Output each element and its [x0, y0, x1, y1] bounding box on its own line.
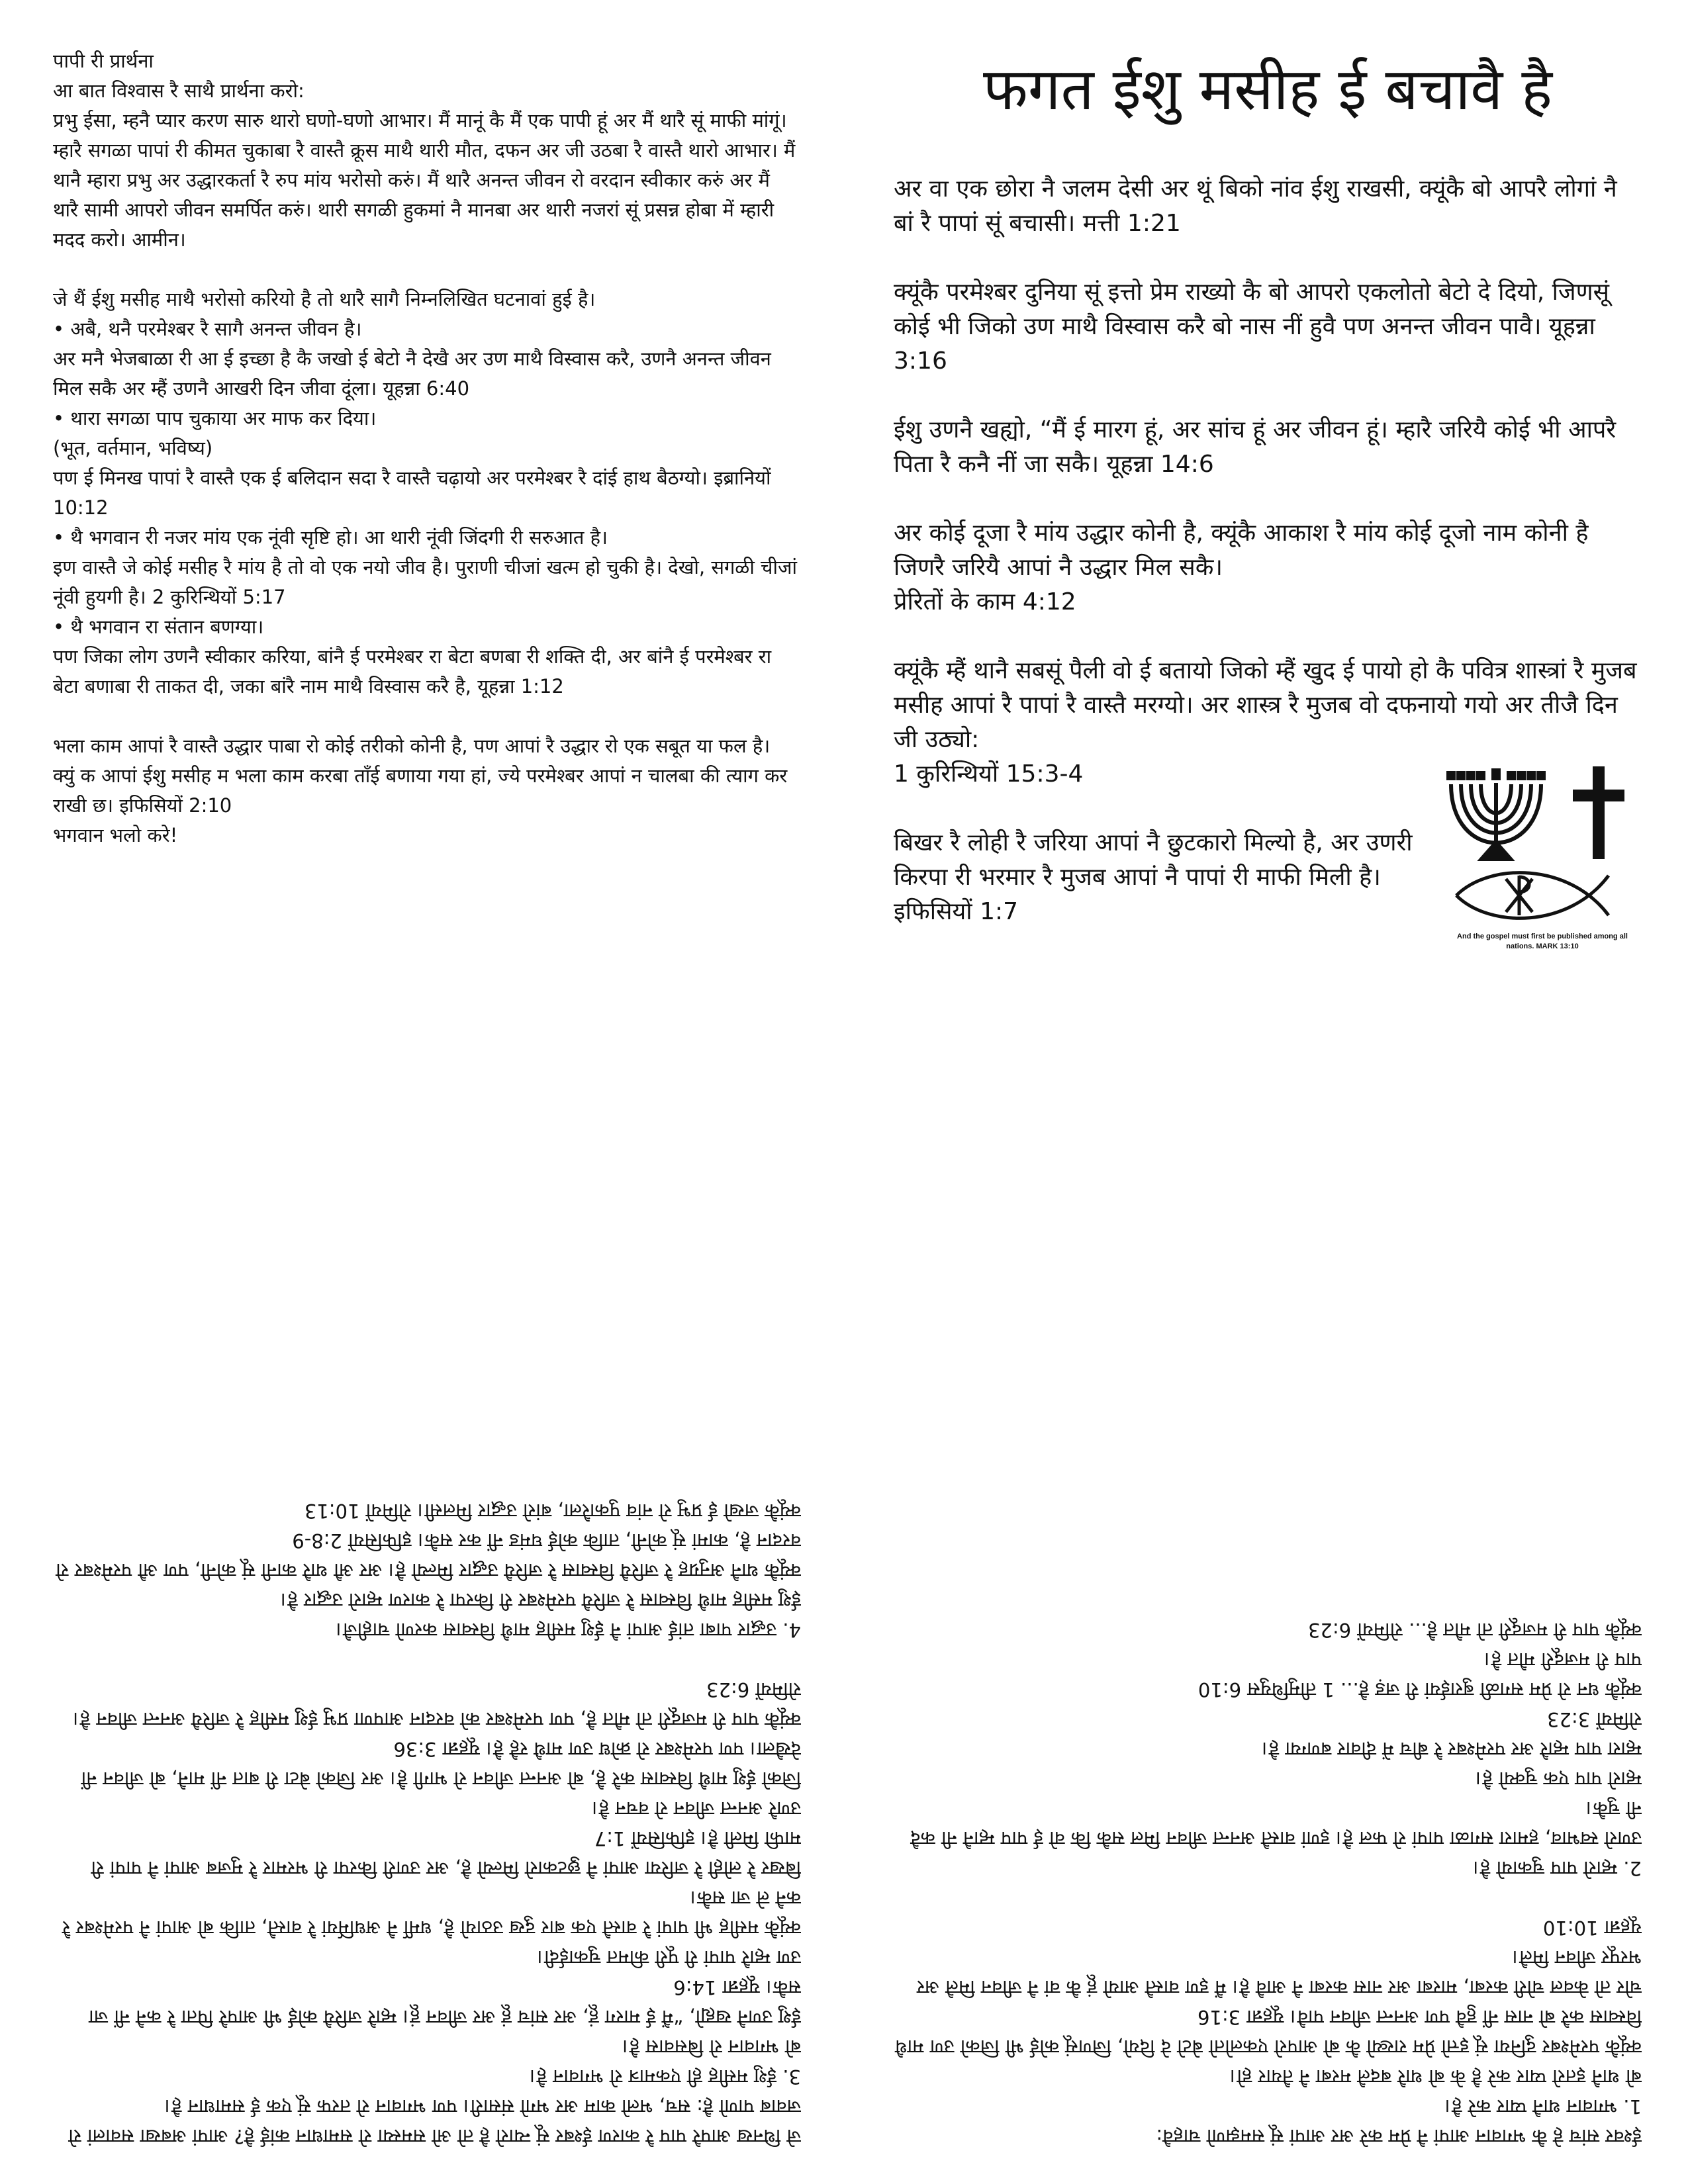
- scripture-verse: क्यूंकै परमेश्बर दुनिया सूं इत्तो प्रेम राख्यो कै बो आपरो एकलोतो बेटो दे दियो, जिणसूं कोई भी जिको उण माथै विस्वास करै बो नास नीं हुवै पण अनन्त जीवन पावै। यूहन्ना 3:16: [894, 279, 1610, 375]
- prayer-line: पण ई मिनख पापां रै वास्तै एक ई बलिदान सदा रै वास्तै चढ़ायो अर परमेश्बर रै दांई हाथ बैठग्यो। इब्रानियों 10:12: [53, 467, 771, 519]
- menorah-icon: [1446, 768, 1546, 859]
- inverted-left-text: [53, 1496, 801, 2151]
- inverted-right-line: क्यूंकै धन रो प्रेम सगळी बुराईयां री जड़ है... 1 तीमुथियुस 6:10: [1197, 1678, 1642, 1701]
- prayer-line: • थै भगवान रा संतान बणग्या।: [53, 615, 264, 638]
- inverted-left-line: जिको ईशु माथै विस्वास करै है, बो अनन्त जीवन रो भागी है। अर जिको बेटा री बात नीं मानै, बो जीवन नीं देखैला। पण परमेश्बर रो क्रोध उण माथै रहै है। यूहन्ना 3:36: [81, 1738, 801, 1790]
- verse-list: [894, 172, 1642, 792]
- inverted-right-line: यूहन्ना 10:10: [1542, 1917, 1642, 1939]
- scripture-verse: क्यूंकै म्हैं थानै सबसूं पैली वो ई बतायो जिको म्हैं खुद ई पायो हो कै पवित्र शास्त्रां रै मुजब मसीह आपां रै पापां रै वास्तै मरग्यो। अर शास्त्र रै मुजब वो दफनायो गयो अर तीजै दिन जी उठ्यो: 1 कुरिन्थियों 15:3-4: [894, 657, 1637, 788]
- inverted-right-line: म्हारा पाप म्हारै अर परमेश्बर रै बीच में दीवार बणग्या है।: [1261, 1738, 1642, 1760]
- ichthys-icon: [1456, 873, 1609, 919]
- prayer-panel: [53, 46, 801, 1079]
- paragraph-gap: [53, 255, 801, 285]
- prayer-line: प्रभु ईसा, म्हनै प्यार करण सारु थारो घणो-घणो आभार। मैं मानूं कै मैं एक पापी हूं अर मैं थारै सूं माफी मांगूं। म्हारै सगळा पापां री कीमत चुकाबा रै वास्तै क्रूस माथै थारी मौत, दफन अर जी उठबा रै वास्तै थारो आभार। मैं थानै म्हारा प्रभु अर उद्धारकर्ता रै रुप मांय भरोसो करुं। मैं थारै अनन्त जीवन रो वरदान स्वीकार करुं अर मैं थारै सामी आपरो जीवन समर्पित करुं। थारी सगळी हुकमां नै मानबा अर थारी नजरां सूं प्रसन्न होबा में म्हारी मदद करो। आमीन।: [53, 109, 796, 251]
- symbols-caption: And the gospel must first be published among all nations. MARK 13:10: [1457, 933, 1628, 950]
- inverted-left-line: उण म्हारै पापां री पूरी कीमत चुकाईदी।: [537, 1946, 801, 1969]
- prayer-line: क्युं क आपां ईशु मसीह म भला काम करबा ताँई बणाया गया हां, ज्ये परमेश्बर आपां न चालबा की त्याग कर राखी छ। इफिसियों 2:10: [53, 764, 788, 817]
- inverted-right-line: रोमियों 3:23: [1547, 1708, 1642, 1731]
- inverted-right-line: ईश्वर सांच हे कै भगवान आपां नै प्रेम करे अर आपां सूं समझणो चाहवै:: [1156, 2125, 1642, 2148]
- prayer-line: • थारा सगळा पाप चुकाया अर माफ कर दिया।: [53, 407, 377, 430]
- inverted-left-panel: [53, 1118, 801, 2151]
- inverted-right-line: बो थानै इतरो प्यार करे है के बो थारै बदलै मरबा नै तैयार हो।: [1229, 2066, 1642, 2088]
- scripture-verse: अर वा एक छोरा नै जलम देसी अर थूं बिको नांव ईशु राखसी, क्यूंकै बो आपरै लोगां नै बां रै पापां सूं बचासी। मत्ती 1:21: [894, 175, 1617, 237]
- paragraph-gap: [894, 1883, 1642, 1913]
- cross-icon: [1573, 766, 1624, 859]
- inverted-right-line: चोर तो केवल चोरी करबा, मारबा अर नास करबा नै आवै है। मैं इण वास्तै आयो हूं कै वां नै जीवन मिलै अर भरपूर जीवन मिलै।: [916, 1946, 1642, 1999]
- inverted-right-line: म्हारो पाप एक चुक्यो है।: [1475, 1768, 1642, 1790]
- last-verse-block: [894, 826, 1642, 950]
- prayer-line: • थै भगवान री नजर मांय एक नूंवी सृष्टि हो। आ थारी नूंवी जिंदगी री सरुआत है।: [53, 526, 608, 549]
- inverted-right-line: पाप री मजदूरी मौत है।: [1483, 1649, 1642, 1671]
- prayer-line: आ बात विश्वास रै साथै प्रार्थना करो:: [53, 79, 305, 102]
- inverted-left-line: बो भगवान रो बिसवास है।: [622, 2036, 801, 2058]
- paragraph-gap: [53, 702, 801, 731]
- inverted-right-line: 1. भगवान थानै प्यार करे है।: [1444, 2095, 1642, 2118]
- inverted-left-line: क्यूंकै थानै अनुग्रह रै जरियै विस्वास रै जरियै उद्धार मिल्यो है। अर औ थारै कानी सूं कोनी, पण औ परमेश्बर रो वरदान है, कामां सूं कोनी, ताकि कोई घमंड नीं कर सकै। इफिसियों 2:8-9: [56, 1529, 801, 1582]
- inverted-left-line: क्यूंकै जखो ई प्रभु रो नांव पुकारैला, बांरो उद्धार मिलसी। रोमियों 10:13: [304, 1500, 801, 1522]
- prayer-line: भला काम आपां रै वास्तै उद्धार पाबा रो कोई तरीको कोनी है, पण आपां रै उद्धार रो एक सबूत या फल है।: [53, 735, 771, 757]
- prayer-line: • अबै, थनै परमेश्बर रै सागै अनन्त जीवन है।: [53, 318, 362, 340]
- inverted-right-panel: [894, 1118, 1642, 2151]
- inverted-right-line: क्यूंकै परमेश्बर दुनिया सूं इत्तो प्रेम राख्यो कै बो आपरो एकलोतो बेटो दे दियो, जिणसूं कोई भी जिको उण माथै विस्वास करै बो नास नीं हुवै पण अनन्त जीवन पावै। यूहन्ना 3:16: [895, 2006, 1642, 2058]
- prayer-title: पापी री प्रार्थना: [53, 50, 154, 72]
- symbols-graphic: [1443, 763, 1642, 935]
- inverted-left-line: ईशु उणनै खह्यो, “मैं ई मारग हूं, अर सांच हूं अर जीवन हूं। म्हारै जरियै कोई भी आपरै पिता रै कनै नीं जा सकै। यूहन्ना 14:6: [89, 1976, 801, 2028]
- paragraph-gap: [53, 1645, 801, 1674]
- prayer-line: इण वास्तै जे कोई मसीह रै मांय है तो वो एक नयो जीव है। पुराणी चीजां खत्म हो चुकी है। देखो, सगळी चीजां नूंवी हुयगी है। 2 कुरिन्थियों 5:17: [53, 556, 798, 608]
- last-verse: बिखर रै लोही रै जरिया आपां नै छुटकारो मिल्यो है, अर उणरी किरपा री भरमार रै मुजब आपां नै पापां री माफी मिली है। इफिसियों 1:7: [894, 829, 1413, 925]
- prayer-line: (भूत, वर्तमान, भविष्य): [53, 437, 213, 459]
- scripture-verse: अर कोई दूजा रै मांय उद्धार कोनी है, क्यूंकै आकाश रै मांय कोई दूजो नाम कोनी है जिणरै जरियै आपां नै उद्धार मिल सकै। प्रेरितों के काम 4:12: [894, 520, 1589, 615]
- inverted-left-line: 3. ईशु मसीह ही एकमात्र रो भगवान है।: [529, 2066, 801, 2088]
- scripture-verse: ईशु उणनै खह्यो, “मैं ई मारग हूं, अर सांच हूं अर जीवन हूं। म्हारै जरियै कोई भी आपरै पिता रै कनै नीं जा सकै। यूहन्ना 14:6: [894, 416, 1617, 478]
- inverted-right-line: 2. म्हारो पाप चुकायो है।: [1473, 1857, 1642, 1880]
- prayer-line: जे थैं ईशु मसीह माथै भरोसो करियो है तो थारै सागै निम्नलिखित घटनावां हुई है।: [53, 288, 596, 310]
- prayer-text: [53, 46, 801, 850]
- inverted-left-line: 4. उद्धार पाबा तांई आपां नै ईशु मसीह माथै विस्वास करणो चाहीजै।: [336, 1619, 801, 1641]
- inverted-left-line: ईशु मसीह माथै विस्वास रै जरियै परमेश्बर री किरपा रै कारण म्हारो उद्धार है।: [280, 1589, 801, 1612]
- prayer-line: भगवान भलो करे!: [53, 824, 178, 846]
- page-title: फगत ईशु मसीह ई बचावै है: [983, 55, 1552, 123]
- inverted-right-line: क्यूंकै पाप री मजदूरी तो मौत है... रोमियों 6:23: [1308, 1619, 1642, 1641]
- main-panel: [894, 53, 1642, 1085]
- inverted-right-line: उणरो स्वभाव, हमारा सगळा पापां रो फल है। इणां वास्तै अनन्त जीवन मिल सकै कि वो ई पाप म्हानै नी कदै नी चुकै।: [910, 1797, 1642, 1850]
- inverted-left-line: जे थिनख आपरै पाप रै कारण ईश्बर सूं न्यारो है तो ओ समस्या रो समाधान कांई है? आपां अबखा सवालां रो जवाब पाणो है: सच, भलो काम अर भगो संसारी। पण भगवान रो तरफ सूं एक ई समाधान है।: [68, 2095, 801, 2148]
- prayer-line: अर मनै भेजबाळा री आ ई इच्छा है कै जखो ई बेटो नै देखै अर उण माथै विस्वास करै, उणनै अनन्त जीवन मिल सकै अर म्हैं उणनै आखरी दिन जीवा दूंला। यूहन्ना 6:40: [53, 347, 771, 400]
- inverted-left-line: क्यूंकै पाप री मजदूरी तो मौत है, पण परमेश्बर को वरदान आपणा प्रभु ईशु मसीह रै जरियै अनन्त जीवन है। रोमियों 6:23: [72, 1678, 801, 1731]
- christian-symbols: [1443, 763, 1642, 962]
- inverted-left-line: क्यूंकै मसीह भी पापां रै वास्तै एक बार दुख उठायो है, धर्मी नै अधर्मियां रै वास्तै, ताकि बो आपां नै परमेश्बर रै कनै ले जा सकै।: [62, 1887, 801, 1939]
- prayer-line: पण जिका लोग उणनै स्वीकार करिया, बांनै ई परमेश्बर रा बेटा बणबा री शक्ति दी, अर बांनै ई परमेश्बर रा बेटा बणाबा री ताकत दी, जका बांरै नाम माथै विस्वास करै है, यूहन्ना 1:12: [53, 645, 772, 698]
- inverted-left-line: बिखर रै लोही रै जरिया आपां नै छुटकारो मिल्यो है, अर उणरी किरपा री भरमार रै मुजब आपां नै पापां री माफी मिली है। इफिसियों 1:7: [91, 1827, 801, 1880]
- inverted-left-line: उणरै अनन्त जीवन रो वचन है।: [591, 1797, 801, 1820]
- inverted-right-text: [894, 1615, 1642, 2151]
